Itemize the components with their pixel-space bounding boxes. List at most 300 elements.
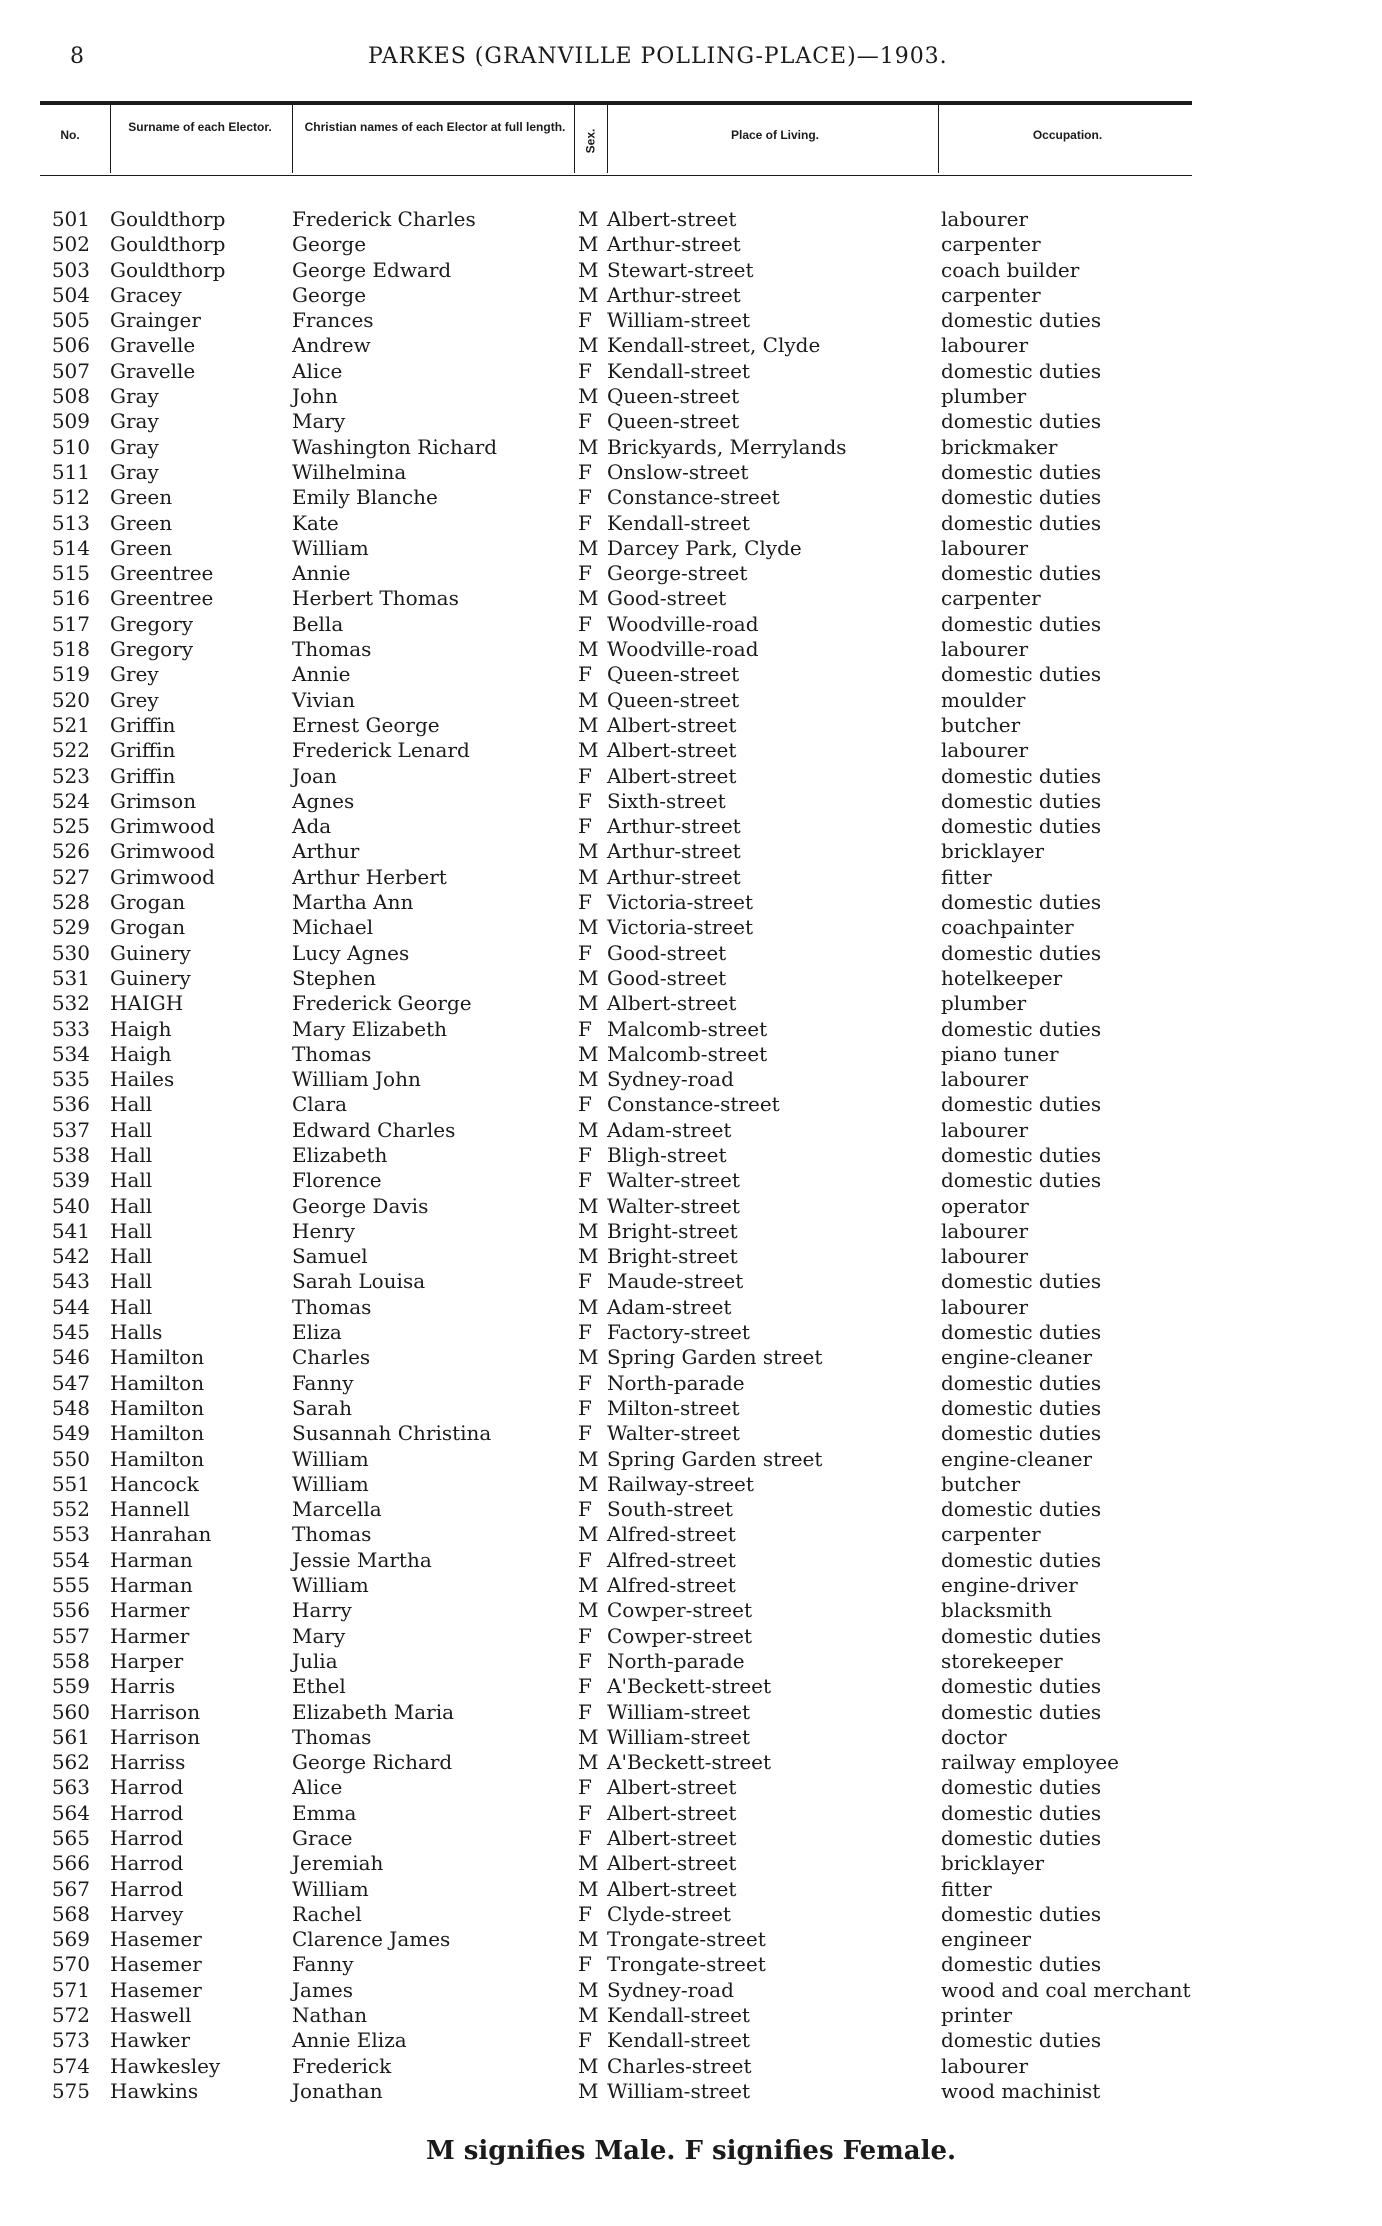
elector-sex: M (578, 1598, 599, 1623)
elector-sex: F (578, 1901, 592, 1926)
elector-place-of-living: Victoria-street (607, 890, 753, 915)
elector-number: 544 (51, 1294, 90, 1319)
elector-surname: Harmer (110, 1598, 190, 1623)
table-row (0, 460, 1382, 485)
table-row (0, 1017, 1382, 1042)
elector-place-of-living: Spring Garden street (607, 1446, 823, 1471)
table-row (0, 1927, 1382, 1952)
elector-occupation: engineer (941, 1927, 1032, 1952)
elector-christian-names: Vivian (292, 687, 355, 712)
elector-occupation: domestic duties (941, 940, 1102, 965)
elector-sex: F (578, 940, 592, 965)
elector-number: 548 (51, 1395, 90, 1420)
elector-christian-names: Clarence James (292, 1927, 451, 1952)
elector-sex: F (578, 1320, 592, 1345)
elector-surname: Gravelle (110, 358, 196, 383)
table-row (0, 1067, 1382, 1092)
elector-number: 550 (51, 1446, 90, 1471)
elector-christian-names: Kate (292, 510, 339, 535)
elector-place-of-living: Constance-street (607, 1092, 780, 1117)
elector-occupation: domestic duties (941, 1826, 1102, 1850)
table-row (0, 1042, 1382, 1067)
elector-place-of-living: Queen-street (607, 409, 740, 434)
elector-christian-names: Agnes (292, 788, 355, 813)
elector-number: 543 (51, 1269, 90, 1294)
table-row (0, 1674, 1382, 1699)
elector-surname: Harman (110, 1573, 193, 1598)
elector-christian-names: Sarah (292, 1395, 352, 1420)
elector-place-of-living: Brickyards, Merrylands (607, 434, 847, 459)
elector-sex: M (578, 1977, 599, 2002)
elector-surname: Hawker (110, 2028, 190, 2053)
elector-sex: F (578, 1648, 592, 1673)
elector-surname: Harrison (110, 1699, 201, 1724)
elector-number: 516 (51, 586, 90, 611)
elector-place-of-living: Spring Garden street (607, 1345, 823, 1370)
elector-surname: Hanrahan (110, 1522, 212, 1547)
elector-christian-names: Martha Ann (292, 890, 414, 915)
elector-christian-names: Frederick Lenard (292, 738, 470, 763)
elector-number: 502 (51, 232, 90, 257)
elector-surname: Hall (110, 1269, 153, 1294)
elector-sex: M (578, 637, 599, 662)
elector-number: 529 (51, 915, 90, 940)
elector-christian-names: Marcella (292, 1497, 382, 1522)
elector-sex: F (578, 1674, 592, 1699)
elector-surname: Hasemer (110, 1977, 202, 2002)
elector-place-of-living: Malcomb-street (607, 1041, 768, 1066)
elector-sex: F (578, 1623, 592, 1648)
elector-surname: Harriss (110, 1750, 186, 1775)
elector-number: 561 (51, 1724, 90, 1749)
table-row (0, 1775, 1382, 1800)
table-row (0, 333, 1382, 358)
elector-christian-names: James (292, 1977, 354, 2002)
elector-number: 536 (51, 1092, 90, 1117)
elector-surname: Greentree (110, 586, 214, 611)
elector-place-of-living: Darcey Park, Clyde (607, 535, 802, 560)
elector-place-of-living: Cowper-street (607, 1598, 752, 1623)
elector-place-of-living: Kendall-street (607, 358, 750, 383)
elector-surname: Gregory (110, 637, 194, 662)
elector-occupation: domestic duties (941, 561, 1102, 586)
elector-occupation: doctor (941, 1724, 1007, 1749)
table-row (0, 1624, 1382, 1649)
elector-number: 513 (51, 510, 90, 535)
table-row (0, 1497, 1382, 1522)
elector-number: 510 (51, 434, 90, 459)
elector-christian-names: Clara (292, 1092, 348, 1117)
elector-sex: M (578, 384, 599, 409)
elector-place-of-living: Factory-street (607, 1320, 750, 1345)
elector-surname: Gracey (110, 282, 182, 307)
elector-sex: M (578, 1041, 599, 1066)
elector-sex: F (578, 510, 592, 535)
elector-sex: F (578, 409, 592, 434)
elector-surname: Harper (110, 1648, 184, 1673)
elector-christian-names: George (292, 232, 367, 257)
elector-surname: Hawkesley (110, 2053, 221, 2078)
elector-place-of-living: Cowper-street (607, 1623, 752, 1648)
elector-place-of-living: Good-street (607, 586, 727, 611)
elector-surname: Guinery (110, 940, 191, 965)
elector-surname: Harrod (110, 1851, 184, 1876)
elector-number: 515 (51, 561, 90, 586)
elector-number: 504 (51, 282, 90, 307)
elector-christian-names: Annie (292, 662, 351, 687)
elector-surname: Harrod (110, 1876, 184, 1901)
elector-place-of-living: Albert-street (607, 207, 737, 231)
table-row (0, 1902, 1382, 1927)
column-divider (110, 105, 111, 173)
elector-occupation: brickmaker (941, 434, 1058, 459)
table-row (0, 865, 1382, 890)
table-row (0, 1725, 1382, 1750)
elector-number: 565 (51, 1826, 90, 1850)
elector-occupation: domestic duties (941, 1142, 1102, 1167)
elector-place-of-living: William-street (607, 308, 751, 333)
elector-surname: Gregory (110, 611, 194, 636)
elector-sex: M (578, 333, 599, 358)
table-row (0, 662, 1382, 687)
elector-place-of-living: Adam-street (607, 1117, 732, 1142)
elector-place-of-living: Stewart-street (607, 257, 754, 282)
table-row (0, 966, 1382, 991)
elector-christian-names: Washington Richard (292, 434, 498, 459)
table-row (0, 1826, 1382, 1851)
elector-christian-names: Frances (292, 308, 374, 333)
elector-place-of-living: Albert-street (607, 1876, 737, 1901)
elector-christian-names: William John (292, 1067, 421, 1092)
elector-christian-names: Elizabeth Maria (292, 1699, 455, 1724)
elector-sex: M (578, 2003, 599, 2028)
elector-sex: M (578, 232, 599, 257)
elector-sex: M (578, 1851, 599, 1876)
elector-christian-names: Alice (292, 358, 343, 383)
elector-number: 526 (51, 839, 90, 864)
elector-place-of-living: Adam-street (607, 1294, 732, 1319)
elector-occupation: labourer (941, 333, 1029, 358)
elector-place-of-living: Albert-street (607, 763, 737, 788)
elector-surname: Grimson (110, 788, 197, 813)
elector-place-of-living: Queen-street (607, 662, 740, 687)
elector-christian-names: Thomas (292, 637, 372, 662)
elector-surname: Gouldthorp (110, 207, 226, 231)
table-row (0, 1396, 1382, 1421)
elector-number: 522 (51, 738, 90, 763)
elector-number: 528 (51, 890, 90, 915)
column-divider (938, 105, 939, 173)
elector-occupation: domestic duties (941, 1901, 1102, 1926)
table-row (0, 764, 1382, 789)
elector-sex: M (578, 2053, 599, 2078)
elector-christian-names: Fanny (292, 1952, 354, 1977)
table-row (0, 232, 1382, 257)
elector-surname: Gouldthorp (110, 232, 226, 257)
elector-number: 531 (51, 965, 90, 990)
elector-occupation: domestic duties (941, 1800, 1102, 1825)
elector-number: 527 (51, 864, 90, 889)
elector-surname: Hamilton (110, 1370, 205, 1395)
elector-number: 537 (51, 1117, 90, 1142)
elector-sex: F (578, 1370, 592, 1395)
elector-christian-names: Frederick Charles (292, 207, 476, 231)
elector-sex: F (578, 1168, 592, 1193)
header-top-rule (40, 101, 1192, 105)
header-place-of-living: Place of Living. (730, 128, 820, 142)
elector-sex: F (578, 1547, 592, 1572)
table-row (0, 1573, 1382, 1598)
elector-occupation: printer (941, 2003, 1013, 2028)
elector-sex: F (578, 1142, 592, 1167)
elector-place-of-living: North-parade (607, 1370, 745, 1395)
elector-list (0, 207, 1382, 2104)
elector-number: 505 (51, 308, 90, 333)
elector-christian-names: Frederick (292, 2053, 392, 2078)
elector-number: 534 (51, 1041, 90, 1066)
table-row (0, 1244, 1382, 1269)
elector-place-of-living: Albert-street (607, 738, 737, 763)
elector-place-of-living: Walter-street (607, 1168, 740, 1193)
elector-occupation: wood and coal merchant (941, 1977, 1191, 2002)
elector-number: 545 (51, 1320, 90, 1345)
table-row (0, 283, 1382, 308)
elector-occupation: engine-cleaner (941, 1345, 1093, 1370)
table-row (0, 1750, 1382, 1775)
elector-christian-names: Arthur Herbert (292, 864, 447, 889)
elector-occupation: wood machinist (941, 2078, 1101, 2103)
elector-occupation: bricklayer (941, 839, 1045, 864)
elector-christian-names: Herbert Thomas (292, 586, 459, 611)
elector-surname: Hall (110, 1117, 153, 1142)
elector-christian-names: William (292, 1471, 369, 1496)
table-row (0, 1598, 1382, 1623)
elector-occupation: blacksmith (941, 1598, 1052, 1623)
elector-place-of-living: Alfred-street (607, 1522, 736, 1547)
elector-surname: Hasemer (110, 1927, 202, 1952)
elector-christian-names: Julia (292, 1648, 338, 1673)
elector-christian-names: Bella (292, 611, 344, 636)
elector-sex: M (578, 535, 599, 560)
elector-occupation: piano tuner (941, 1041, 1059, 1066)
elector-occupation: plumber (941, 991, 1027, 1016)
elector-sex: M (578, 687, 599, 712)
elector-sex: F (578, 308, 592, 333)
elector-surname: Guinery (110, 965, 191, 990)
elector-number: 501 (51, 207, 90, 231)
elector-occupation: plumber (941, 384, 1027, 409)
elector-number: 556 (51, 1598, 90, 1623)
elector-surname: Griffin (110, 712, 176, 737)
elector-occupation: domestic duties (941, 763, 1102, 788)
elector-sex: M (578, 1244, 599, 1269)
elector-place-of-living: Albert-street (607, 712, 737, 737)
elector-occupation: carpenter (941, 282, 1041, 307)
table-row (0, 1194, 1382, 1219)
elector-occupation: carpenter (941, 586, 1041, 611)
elector-surname: Haswell (110, 2003, 192, 2028)
elector-christian-names: Rachel (292, 1901, 362, 1926)
elector-christian-names: Ada (292, 814, 332, 839)
elector-number: 514 (51, 535, 90, 560)
elector-christian-names: Nathan (292, 2003, 368, 2028)
elector-number: 512 (51, 485, 90, 510)
elector-place-of-living: Queen-street (607, 384, 740, 409)
table-row (0, 1801, 1382, 1826)
elector-number: 551 (51, 1471, 90, 1496)
elector-surname: Harrod (110, 1775, 184, 1800)
elector-occupation: domestic duties (941, 1320, 1102, 1345)
elector-christian-names: Jeremiah (292, 1851, 384, 1876)
elector-occupation: butcher (941, 712, 1021, 737)
elector-number: 518 (51, 637, 90, 662)
elector-christian-names: Emily Blanche (292, 485, 438, 510)
elector-christian-names: William (292, 1446, 369, 1471)
elector-number: 540 (51, 1193, 90, 1218)
elector-place-of-living: Milton-street (607, 1395, 740, 1420)
elector-place-of-living: Queen-street (607, 687, 740, 712)
elector-occupation: storekeeper (941, 1648, 1063, 1673)
elector-sex: M (578, 1927, 599, 1952)
table-row (0, 789, 1382, 814)
elector-surname: Halls (110, 1320, 163, 1345)
elector-christian-names: Susannah Christina (292, 1421, 492, 1446)
table-row (0, 1345, 1382, 1370)
elector-christian-names: Ernest George (292, 712, 440, 737)
elector-surname: Hailes (110, 1067, 175, 1092)
elector-christian-names: Harry (292, 1598, 352, 1623)
elector-surname: Greentree (110, 561, 214, 586)
table-row (0, 561, 1382, 586)
header-sex: Sex. (583, 128, 597, 154)
elector-surname: Grey (110, 687, 159, 712)
table-row (0, 637, 1382, 662)
elector-number: 524 (51, 788, 90, 813)
elector-christian-names: Stephen (292, 965, 376, 990)
elector-place-of-living: Albert-street (607, 1775, 737, 1800)
table-row (0, 435, 1382, 460)
elector-sex: M (578, 915, 599, 940)
elector-place-of-living: Bright-street (607, 1218, 738, 1243)
elector-place-of-living: Alfred-street (607, 1573, 736, 1598)
elector-sex: M (578, 282, 599, 307)
elector-number: 573 (51, 2028, 90, 2053)
table-row (0, 207, 1382, 232)
elector-occupation: engine-cleaner (941, 1446, 1093, 1471)
table-row (0, 1978, 1382, 2003)
elector-number: 546 (51, 1345, 90, 1370)
elector-number: 539 (51, 1168, 90, 1193)
elector-occupation: fitter (941, 864, 992, 889)
elector-number: 538 (51, 1142, 90, 1167)
elector-christian-names: John (292, 384, 338, 409)
elector-christian-names: Florence (292, 1168, 382, 1193)
elector-number: 525 (51, 814, 90, 839)
table-row (0, 1851, 1382, 1876)
elector-occupation: domestic duties (941, 409, 1102, 434)
elector-christian-names: Grace (292, 1826, 353, 1850)
elector-occupation: domestic duties (941, 1370, 1102, 1395)
elector-occupation: domestic duties (941, 1952, 1102, 1977)
elector-number: 511 (51, 459, 90, 484)
elector-place-of-living: Kendall-street (607, 2003, 750, 2028)
table-row (0, 890, 1382, 915)
elector-sex: F (578, 1421, 592, 1446)
elector-number: 560 (51, 1699, 90, 1724)
elector-surname: Hall (110, 1168, 153, 1193)
elector-place-of-living: Albert-street (607, 1826, 737, 1850)
elector-surname: Hasemer (110, 1952, 202, 1977)
elector-occupation: railway employee (941, 1750, 1119, 1775)
elector-occupation: operator (941, 1193, 1029, 1218)
elector-christian-names: Thomas (292, 1294, 372, 1319)
elector-sex: M (578, 1724, 599, 1749)
elector-occupation: domestic duties (941, 1699, 1102, 1724)
elector-place-of-living: Bligh-street (607, 1142, 727, 1167)
elector-surname: Hall (110, 1218, 153, 1243)
elector-occupation: domestic duties (941, 485, 1102, 510)
elector-christian-names: Henry (292, 1218, 356, 1243)
elector-place-of-living: Maude-street (607, 1269, 744, 1294)
elector-number: 557 (51, 1623, 90, 1648)
elector-occupation: domestic duties (941, 788, 1102, 813)
elector-surname: Grogan (110, 890, 186, 915)
elector-place-of-living: Trongate-street (607, 1927, 766, 1952)
elector-surname: Hall (110, 1092, 153, 1117)
elector-christian-names: Alice (292, 1775, 343, 1800)
table-row (0, 308, 1382, 333)
elector-occupation: domestic duties (941, 814, 1102, 839)
elector-surname: Green (110, 535, 173, 560)
elector-surname: Grimwood (110, 839, 215, 864)
elector-number: 558 (51, 1648, 90, 1673)
elector-occupation: domestic duties (941, 1775, 1102, 1800)
elector-sex: F (578, 1269, 592, 1294)
elector-sex: M (578, 1573, 599, 1598)
table-row (0, 1371, 1382, 1396)
elector-sex: M (578, 207, 599, 231)
elector-number: 517 (51, 611, 90, 636)
elector-surname: Gray (110, 459, 159, 484)
elector-number: 566 (51, 1851, 90, 1876)
table-row (0, 536, 1382, 561)
elector-sex: F (578, 1952, 592, 1977)
elector-sex: M (578, 257, 599, 282)
elector-occupation: domestic duties (941, 1269, 1102, 1294)
elector-sex: M (578, 434, 599, 459)
elector-number: 508 (51, 384, 90, 409)
elector-christian-names: Thomas (292, 1724, 372, 1749)
elector-sex: F (578, 1092, 592, 1117)
elector-place-of-living: Good-street (607, 965, 727, 990)
elector-occupation: carpenter (941, 1522, 1041, 1547)
elector-number: 555 (51, 1573, 90, 1598)
table-row (0, 1269, 1382, 1294)
header-bottom-rule (40, 175, 1192, 176)
elector-place-of-living: Malcomb-street (607, 1016, 768, 1041)
table-row (0, 1118, 1382, 1143)
elector-occupation: labourer (941, 1067, 1029, 1092)
elector-christian-names: Michael (292, 915, 374, 940)
elector-sex: M (578, 1218, 599, 1243)
elector-occupation: engine-driver (941, 1573, 1078, 1598)
elector-sex: F (578, 890, 592, 915)
elector-occupation: domestic duties (941, 1547, 1102, 1572)
elector-sex: M (578, 586, 599, 611)
elector-sex: M (578, 2078, 599, 2103)
elector-occupation: domestic duties (941, 1674, 1102, 1699)
elector-number: 568 (51, 1901, 90, 1926)
